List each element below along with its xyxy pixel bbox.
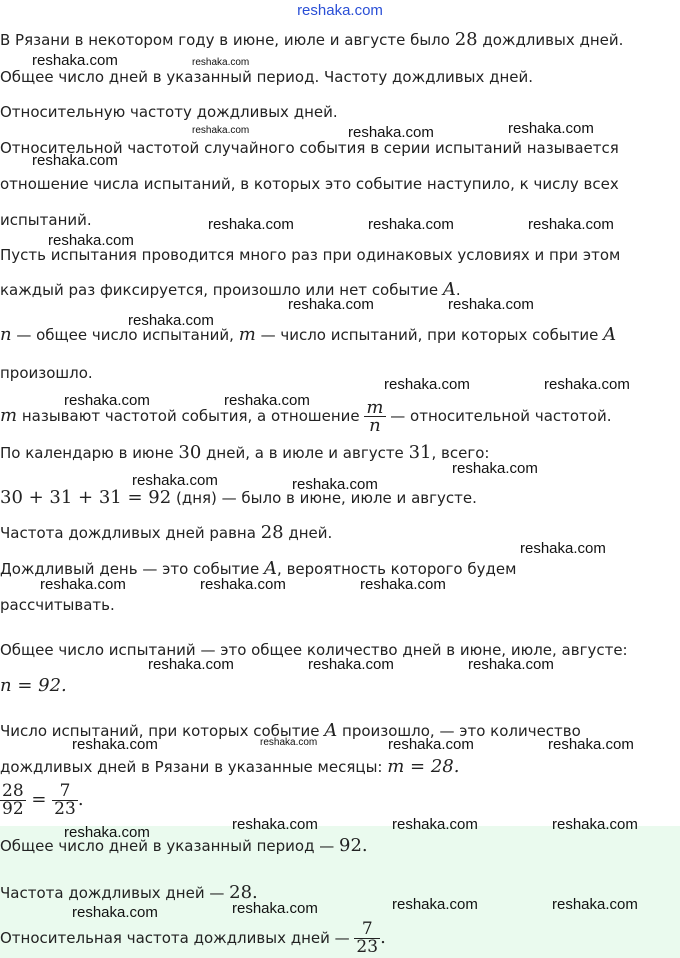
solution-line-1: По календарю в июне 30 дней, а в июле и августе 31, всего: [0,442,490,463]
watermark: reshaka.com [288,296,374,313]
watermark: reshaka.com [192,125,250,136]
watermark: reshaka.com [552,816,638,833]
watermark: reshaka.com [232,816,318,833]
watermark: reshaka.com [128,312,214,329]
var-A: A [603,324,617,345]
watermark: reshaka.com [48,232,134,249]
fraction-28-92: $\frac{28}{92}$ [2,781,24,819]
watermark: reshaka.com [384,376,470,393]
solution-line-6: Общее число испытаний — это общее количество дней в июне, июле, августе: [0,641,628,659]
task-line-3: Относительную частоту дождливых дней. [0,103,338,121]
theory-text: — число испытаний, при которых событие [255,326,604,344]
watermark: reshaka.com [292,476,378,493]
watermark: reshaka.com [528,216,614,233]
solution-line-8: Число испытаний, при которых событие A произошло, — это количество [0,720,581,741]
answer-line-2: Частота дождливых дней — 28. [0,882,258,903]
task-line-2: Общее число дней в указанный период. Частоту дождливых дней. [0,68,534,86]
watermark: reshaka.com [392,896,478,913]
number-92: 92 [339,835,362,856]
watermark: reshaka.com [64,392,150,409]
number-28: 28 [454,29,478,50]
theory-line-1: Относительной частотой случайного события в серии испытаний называется [0,139,619,157]
watermark: reshaka.com [508,120,594,137]
var-A: A [442,279,456,300]
solution-line-4: Дождливый день — это событие A, вероятность которого будем [0,558,517,579]
solution-line-7 [0,676,67,696]
theory-line-6 [0,325,616,345]
watermark: reshaka.com [224,392,310,409]
theory-text: каждый раз фиксируется, произошло или нет событие [0,281,443,299]
theory-line-5: каждый раз фиксируется, произошло или нет событие A. [0,279,461,300]
theory-line-2: отношение числа испытаний, в которых это событие наступило, к числу всех [0,175,619,193]
watermark: reshaka.com [552,896,638,913]
watermark: reshaka.com [348,124,434,141]
watermark: reshaka.com [232,900,318,917]
number-28: 28 [229,882,253,903]
watermark: reshaka.com [192,57,250,68]
watermark: reshaka.com [388,736,474,753]
solution-line-9: дождливых дней в Рязани в указанные месяцы: m = 28. [0,756,460,777]
watermark: reshaka.com [132,472,218,489]
watermark: reshaka.com [32,52,118,69]
task-text: дождливых дней. [477,31,624,49]
solution-fraction-line: $\frac{28}{92}$ = $\frac{7}{23}$ . [2,781,84,819]
watermark: reshaka.com [360,576,446,593]
watermark: reshaka.com [32,152,118,169]
number-31: 31 [408,442,432,463]
solution-line-2: 30 + 31 + 31 = 92 (дня) — было в июне, июле и августе. [0,487,477,508]
watermark: reshaka.com [368,216,454,233]
solution-line-3: Частота дождливых дней равна 28 дней. [0,522,333,543]
var-n: n [0,324,12,345]
answer-line-1: Общее число дней в указанный период — 92. [0,835,368,856]
watermark: reshaka.com [548,736,634,753]
watermark: reshaka.com [448,296,534,313]
fraction-7-23: $\frac{7}{23}$ [54,781,76,819]
watermark: reshaka.com [200,576,286,593]
watermark: reshaka.com [468,656,554,673]
watermark: reshaka.com [544,376,630,393]
task-line-1 [0,30,623,50]
fraction-m-over-n: $\frac{m}{n}$ [366,397,384,436]
answer-line-3: Относительная частота дождливых дней — $\frac{7}{23}$ . [0,919,386,957]
site-header-link[interactable]: reshaka.com [297,2,383,19]
theory-line-7: произошло. [0,364,93,382]
theory-text: называют частотой события, а отношение [17,407,365,425]
sum-expression: 30 + 31 + 31 = 92 [0,487,172,508]
watermark: reshaka.com [72,736,158,753]
watermark: reshaka.com [392,816,478,833]
watermark: reshaka.com [40,576,126,593]
solution-line-5: рассчитывать. [0,596,115,614]
fraction-7-23: $\frac{7}{23}$ [356,919,379,957]
theory-line-3: испытаний. [0,211,92,229]
var-m: m [238,324,256,345]
m-expression: m = 28. [387,756,460,777]
theory-line-4: Пусть испытания проводится много раз при одинаковых условиях и при этом [0,246,621,264]
theory-text: — относительной частотой. [385,407,612,425]
watermark: reshaka.com [520,540,606,557]
watermark: reshaka.com [260,737,318,748]
watermark: reshaka.com [208,216,294,233]
watermark: reshaka.com [308,656,394,673]
watermark: reshaka.com [148,656,234,673]
number-30: 30 [178,442,202,463]
watermark: reshaka.com [452,460,538,477]
n-expression: n = 92. [0,675,67,696]
watermark: reshaka.com [72,904,158,921]
theory-text: — общее число испытаний, [11,326,239,344]
watermark: reshaka.com [64,824,150,841]
task-text: В Рязани в некотором году в июне, июле и августе было [0,31,455,49]
var-m: m [0,405,18,426]
